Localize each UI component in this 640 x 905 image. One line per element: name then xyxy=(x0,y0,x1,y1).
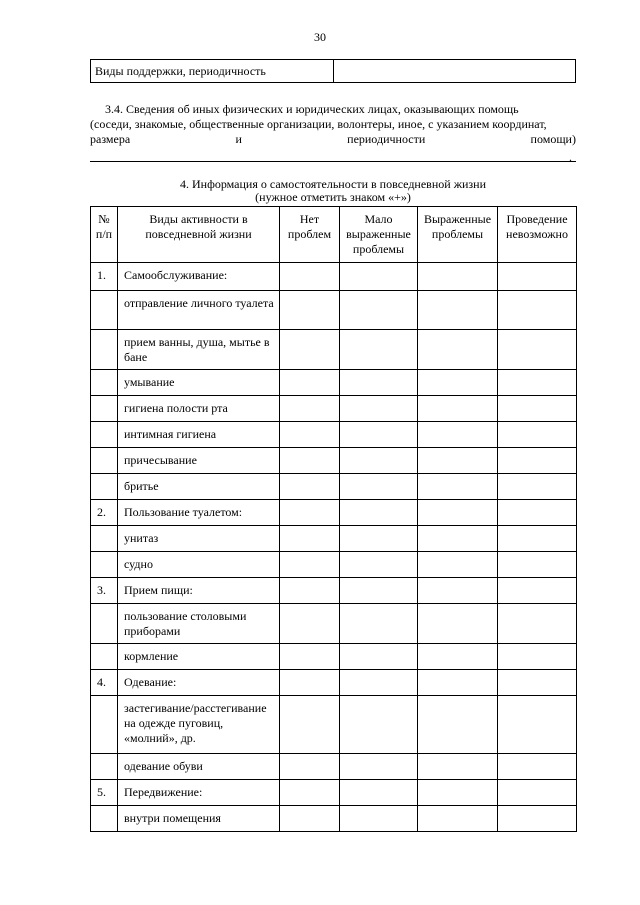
table-row xyxy=(91,291,577,330)
table-row xyxy=(91,370,577,396)
row-activity: кормление xyxy=(118,644,280,670)
mark-minor-problems[interactable] xyxy=(340,263,418,291)
table-row xyxy=(91,396,577,422)
mark-impossible[interactable] xyxy=(498,526,577,552)
row-number xyxy=(91,422,118,448)
mark-minor-problems[interactable] xyxy=(340,370,418,396)
mark-no-problems[interactable] xyxy=(280,291,340,330)
mark-impossible[interactable] xyxy=(498,370,577,396)
mark-minor-problems[interactable] xyxy=(340,500,418,526)
table-row xyxy=(91,754,577,780)
mark-major-problems[interactable] xyxy=(418,644,498,670)
mark-major-problems[interactable] xyxy=(418,396,498,422)
row-number xyxy=(91,696,118,754)
row-number xyxy=(91,291,118,330)
mark-major-problems[interactable] xyxy=(418,448,498,474)
mark-major-problems[interactable] xyxy=(418,263,498,291)
row-activity: отправление личного туалета xyxy=(118,291,280,330)
mark-minor-problems[interactable] xyxy=(340,780,418,806)
mark-minor-problems[interactable] xyxy=(340,330,418,370)
table-row xyxy=(91,644,577,670)
table-row xyxy=(91,670,577,696)
mark-major-problems[interactable] xyxy=(418,754,498,780)
table-row xyxy=(91,526,577,552)
mark-major-problems[interactable] xyxy=(418,806,498,832)
table-row xyxy=(91,422,577,448)
row-activity: Самообслуживание: xyxy=(118,263,280,291)
word-and: и xyxy=(235,132,242,146)
mark-major-problems[interactable] xyxy=(418,780,498,806)
row-activity: судно xyxy=(118,552,280,578)
table-row xyxy=(91,500,577,526)
mark-impossible[interactable] xyxy=(498,422,577,448)
row-activity: прием ванны, душа, мытье в бане xyxy=(118,330,280,370)
header-minor-problems: Мало выраженные проблемы xyxy=(340,207,418,263)
table-row xyxy=(91,780,577,806)
mark-impossible[interactable] xyxy=(498,291,577,330)
section-4-title: 4. Информация о самостоятельности в повседневной жизни xyxy=(179,177,486,191)
table-row xyxy=(91,806,577,832)
mark-no-problems[interactable] xyxy=(280,526,340,552)
mark-minor-problems[interactable] xyxy=(340,396,418,422)
mark-impossible[interactable] xyxy=(498,330,577,370)
row-number xyxy=(91,806,118,832)
row-activity: внутри помещения xyxy=(118,806,280,832)
mark-major-problems[interactable] xyxy=(418,526,498,552)
table-row xyxy=(91,696,577,754)
mark-impossible[interactable] xyxy=(498,754,577,780)
mark-impossible[interactable] xyxy=(498,448,577,474)
table-row xyxy=(91,474,577,500)
row-activity: умывание xyxy=(118,370,280,396)
word-size: размера xyxy=(90,132,131,146)
mark-major-problems[interactable] xyxy=(418,696,498,754)
row-activity: унитаз xyxy=(118,526,280,552)
row-number xyxy=(91,396,118,422)
mark-no-problems[interactable] xyxy=(280,754,340,780)
mark-no-problems[interactable] xyxy=(280,670,340,696)
row-number xyxy=(91,754,118,780)
row-number xyxy=(91,526,118,552)
mark-impossible[interactable] xyxy=(498,263,577,291)
row-number: 5. xyxy=(91,780,118,806)
support-value-cell[interactable] xyxy=(334,60,576,83)
mark-impossible[interactable] xyxy=(498,780,577,806)
mark-no-problems[interactable] xyxy=(280,644,340,670)
mark-major-problems[interactable] xyxy=(418,670,498,696)
row-activity: интимная гигиена xyxy=(118,422,280,448)
mark-major-problems[interactable] xyxy=(418,578,498,604)
mark-impossible[interactable] xyxy=(498,806,577,832)
row-activity: причесывание xyxy=(118,448,280,474)
mark-no-problems[interactable] xyxy=(280,696,340,754)
row-number: 4. xyxy=(91,670,118,696)
mark-no-problems[interactable] xyxy=(280,330,340,370)
row-number: 3. xyxy=(91,578,118,604)
section-4-subtitle: (нужное отметить знаком «+») xyxy=(255,190,411,204)
row-activity: Прием пищи: xyxy=(118,578,280,604)
mark-major-problems[interactable] xyxy=(418,474,498,500)
mark-no-problems[interactable] xyxy=(280,806,340,832)
section-3-4-line3 xyxy=(90,132,576,147)
mark-major-problems[interactable] xyxy=(418,370,498,396)
mark-major-problems[interactable] xyxy=(418,552,498,578)
support-table xyxy=(90,59,576,83)
mark-minor-problems[interactable] xyxy=(340,422,418,448)
mark-impossible[interactable] xyxy=(498,578,577,604)
mark-impossible[interactable] xyxy=(498,604,577,644)
mark-minor-problems[interactable] xyxy=(340,526,418,552)
word-periodicity: периодичности xyxy=(347,132,426,146)
mark-no-problems[interactable] xyxy=(280,500,340,526)
table-row xyxy=(91,330,577,370)
mark-major-problems[interactable] xyxy=(418,500,498,526)
header-major-problems: Выраженные проблемы xyxy=(418,207,498,263)
row-number: 2. xyxy=(91,500,118,526)
row-activity: гигиена полости рта xyxy=(118,396,280,422)
row-activity: застегивание/расстегивание на одежде пуговиц, «молний», др. xyxy=(118,696,280,754)
mark-minor-problems[interactable] xyxy=(340,474,418,500)
mark-minor-problems[interactable] xyxy=(340,696,418,754)
row-number xyxy=(91,604,118,644)
mark-no-problems[interactable] xyxy=(280,552,340,578)
row-number xyxy=(91,448,118,474)
support-row xyxy=(91,60,576,83)
mark-major-problems[interactable] xyxy=(418,422,498,448)
mark-major-problems[interactable] xyxy=(418,330,498,370)
mark-impossible[interactable] xyxy=(498,500,577,526)
mark-no-problems[interactable] xyxy=(280,474,340,500)
word-help: помощи) xyxy=(530,132,576,146)
mark-minor-problems[interactable] xyxy=(340,670,418,696)
table-row xyxy=(91,263,577,291)
header-activity: Виды активности в повседневной жизни xyxy=(118,207,280,263)
row-number xyxy=(91,552,118,578)
mark-impossible[interactable] xyxy=(498,696,577,754)
table-row xyxy=(91,578,577,604)
mark-impossible[interactable] xyxy=(498,396,577,422)
mark-minor-problems[interactable] xyxy=(340,806,418,832)
row-activity: пользование столовыми приборами xyxy=(118,604,280,644)
row-activity: одевание обуви xyxy=(118,754,280,780)
row-number xyxy=(91,474,118,500)
page-number: 30 xyxy=(314,30,326,44)
mark-minor-problems[interactable] xyxy=(340,291,418,330)
mark-minor-problems[interactable] xyxy=(340,448,418,474)
mark-minor-problems[interactable] xyxy=(340,552,418,578)
table-row xyxy=(91,552,577,578)
mark-no-problems[interactable] xyxy=(280,263,340,291)
mark-no-problems[interactable] xyxy=(280,578,340,604)
section-4-heading xyxy=(90,178,576,204)
activity-table xyxy=(90,206,577,832)
mark-impossible[interactable] xyxy=(498,474,577,500)
fill-in-line[interactable] xyxy=(90,161,576,162)
mark-no-problems[interactable] xyxy=(280,370,340,396)
end-dot: . xyxy=(569,150,572,164)
table-row xyxy=(91,604,577,644)
mark-no-problems[interactable] xyxy=(280,448,340,474)
mark-impossible[interactable] xyxy=(498,670,577,696)
header-impossible: Проведение невозможно xyxy=(498,207,577,263)
section-3-4 xyxy=(90,102,576,147)
row-number xyxy=(91,370,118,396)
mark-minor-problems[interactable] xyxy=(340,644,418,670)
support-label: Виды поддержки, периодичность xyxy=(91,60,334,83)
row-activity: Пользование туалетом: xyxy=(118,500,280,526)
mark-minor-problems[interactable] xyxy=(340,604,418,644)
mark-major-problems[interactable] xyxy=(418,291,498,330)
mark-impossible[interactable] xyxy=(498,552,577,578)
mark-no-problems[interactable] xyxy=(280,780,340,806)
header-num: № п/п xyxy=(91,207,118,263)
mark-no-problems[interactable] xyxy=(280,422,340,448)
row-number xyxy=(91,330,118,370)
mark-impossible[interactable] xyxy=(498,644,577,670)
mark-minor-problems[interactable] xyxy=(340,754,418,780)
header-row xyxy=(91,207,577,263)
header-no-problems: Нет проблем xyxy=(280,207,340,263)
row-activity: Передвижение: xyxy=(118,780,280,806)
row-activity: бритье xyxy=(118,474,280,500)
table-row xyxy=(91,448,577,474)
row-activity: Одевание: xyxy=(118,670,280,696)
mark-minor-problems[interactable] xyxy=(340,578,418,604)
section-3-4-line2: (соседи, знакомые, общественные организации, волонтеры, иное, с указанием координат, xyxy=(90,117,547,131)
mark-no-problems[interactable] xyxy=(280,396,340,422)
row-number xyxy=(91,644,118,670)
row-number: 1. xyxy=(91,263,118,291)
mark-no-problems[interactable] xyxy=(280,604,340,644)
mark-major-problems[interactable] xyxy=(418,604,498,644)
section-3-4-line1: 3.4. Сведения об иных физических и юридических лицах, оказывающих помощь xyxy=(105,102,519,116)
